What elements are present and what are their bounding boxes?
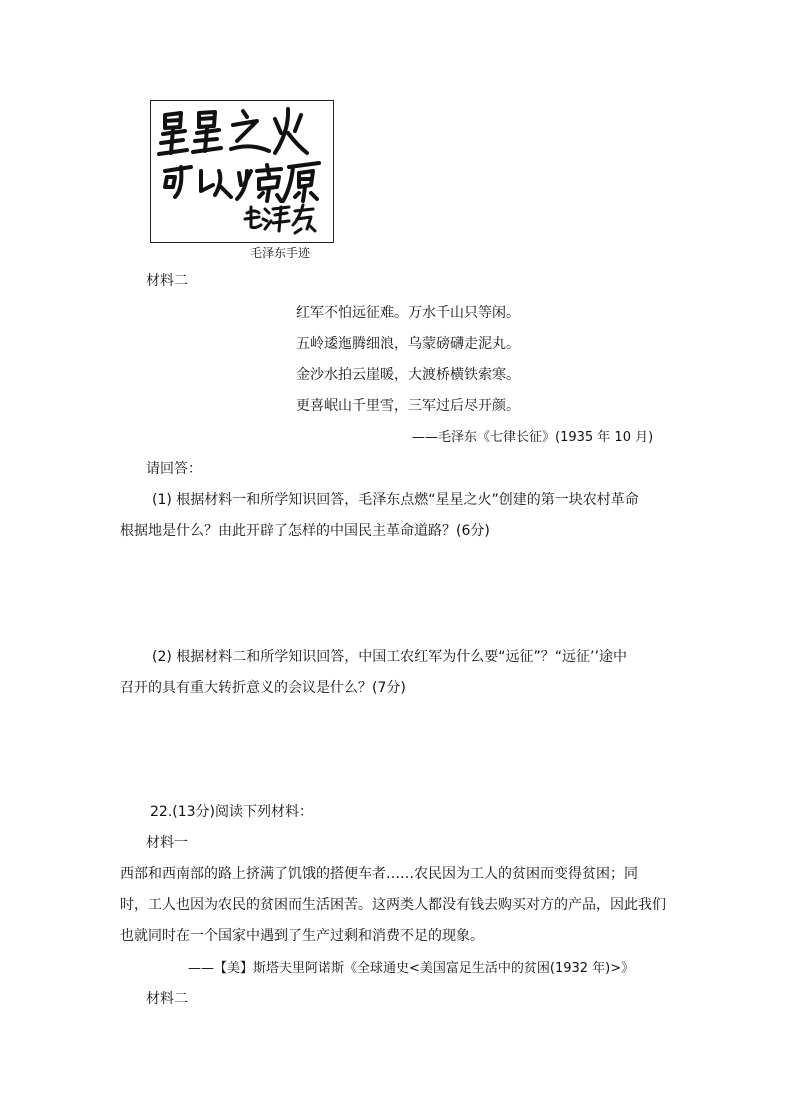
q22-paragraph-line-2: 时，工人也因为农民的贫困而生活困苦。这两类人都没有钱去购买对方的产品，因此我们 (120, 897, 666, 913)
q22-attribution: ——【美】斯塔夫里阿诺斯《全球通史<美国富足生活中的贫困(1932 年)>》 (188, 961, 635, 976)
question-2-line-2: 召开的具有重大转折意义的会议是什么？(7分) (120, 680, 406, 696)
material2-heading: 材料二 (146, 273, 188, 289)
poem-line-1: 红军不怕远征难。万水千山只等闲。 (296, 305, 520, 321)
poem-line-2: 五岭逶迤腾细浪，乌蒙磅礴走泥丸。 (296, 336, 520, 352)
q22-material1-heading: 材料一 (146, 835, 188, 851)
calligraphy-artwork (151, 101, 333, 242)
q22-paragraph-line-3: 也就同时在一个国家中遇到了生产过剩和消费不足的现象。 (120, 928, 484, 944)
calligraphy-image (150, 100, 334, 243)
questions-prompt: 请回答： (146, 461, 202, 477)
q22-paragraph-line-1: 西部和西南部的路上挤满了饥饿的搭便车者……农民因为工人的贫困而变得贫困；同 (120, 866, 638, 882)
question-1-line-1: (1) 根据材料一和所学知识回答，毛泽东点燃“星星之火”创建的第一块农村革命 (152, 492, 639, 508)
question-2-line-1: (2) 根据材料二和所学知识回答，中国工农红军为什么要“远征”？“远征’’途中 (152, 649, 627, 665)
image-caption: 毛泽东手迹 (250, 246, 311, 260)
poem-attribution: ——毛泽东《七律长征》(1935 年 10 月) (412, 430, 654, 445)
poem-line-3: 金沙水拍云崖暖，大渡桥横铁索寒。 (296, 367, 520, 383)
question-1-line-2: 根据地是什么？由此开辟了怎样的中国民主革命道路？(6分) (120, 523, 490, 539)
poem-line-4: 更喜岷山千里雪，三军过后尽开颜。 (296, 398, 520, 414)
q22-material2-heading: 材料二 (146, 991, 188, 1007)
question-22-header: 22.(13分)阅读下列材料： (150, 804, 314, 820)
